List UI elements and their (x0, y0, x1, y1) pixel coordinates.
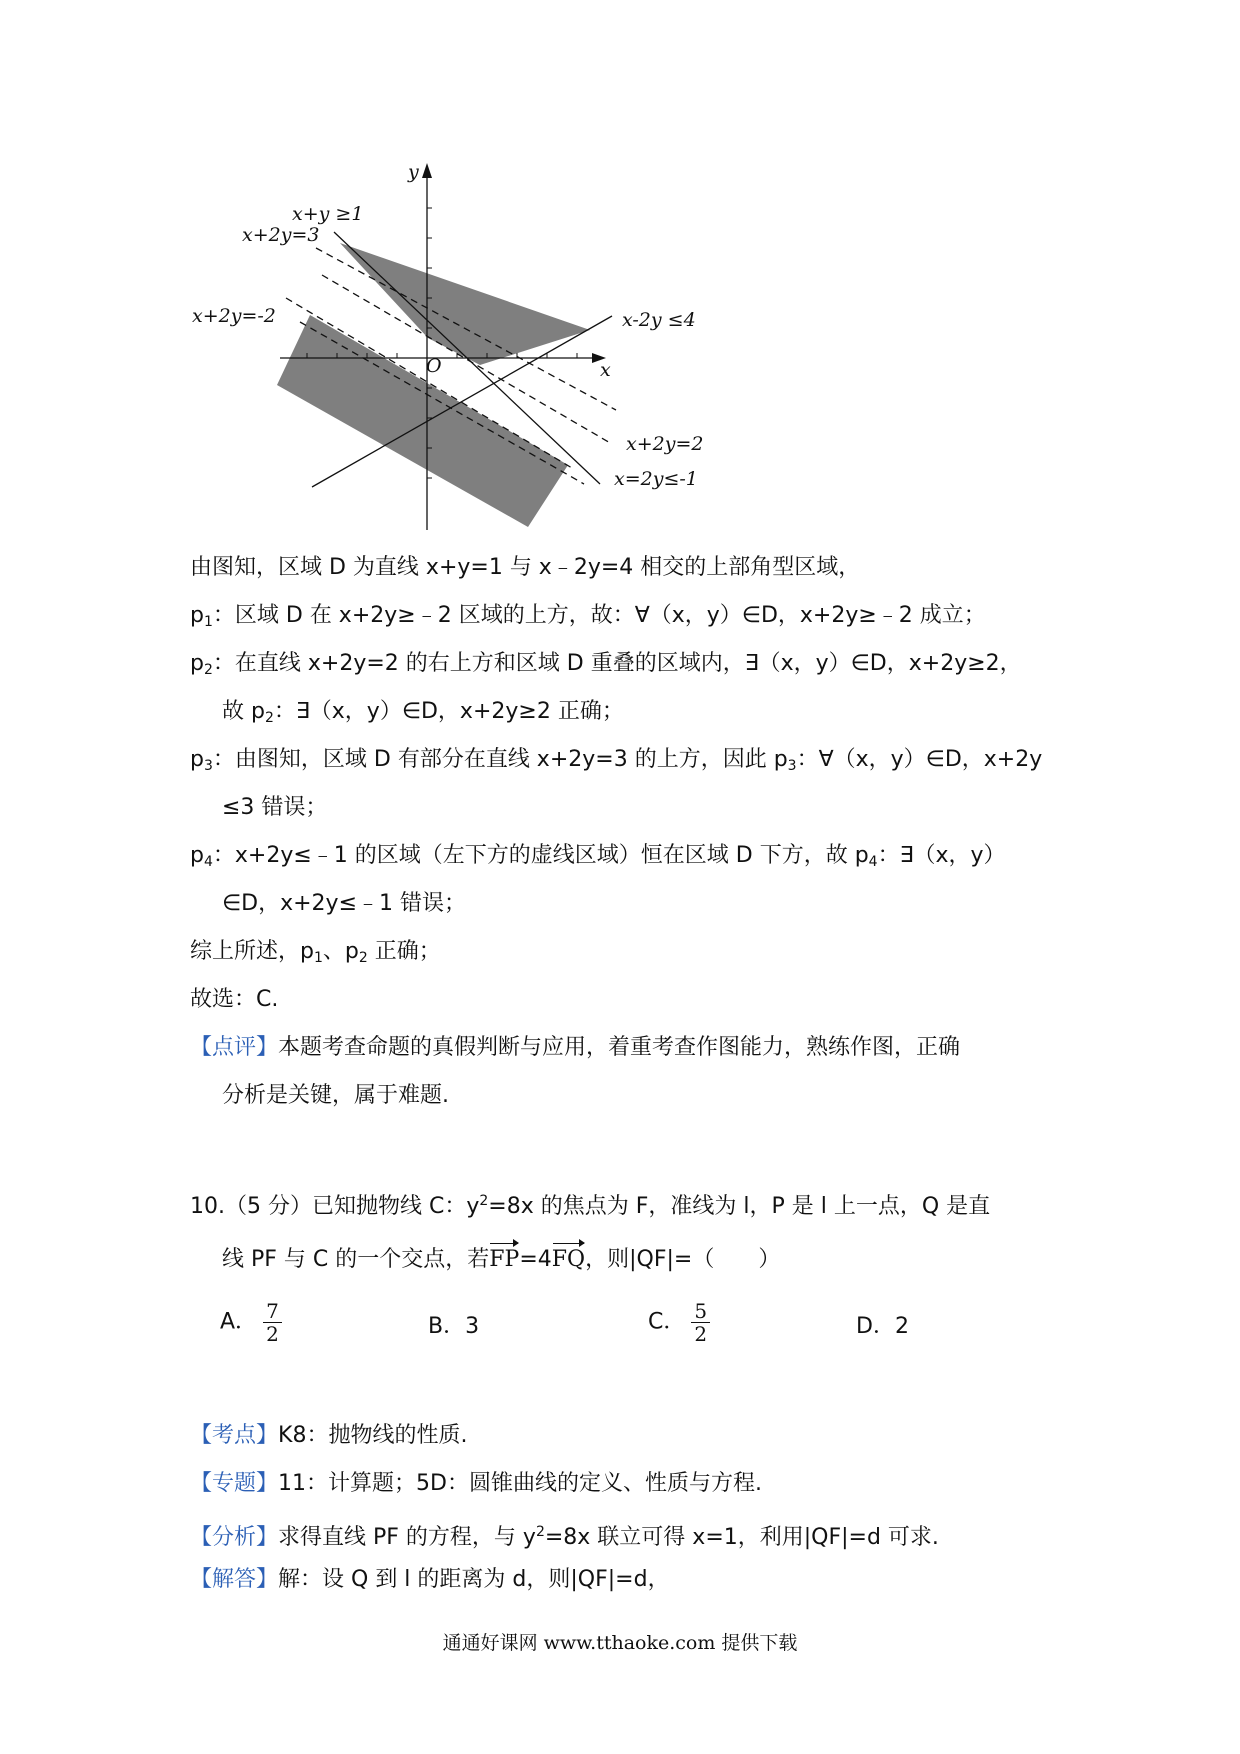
q10-stem-sup: 2 (479, 1193, 489, 1209)
fenxi-text-b: =8x 联立可得 x=1，利用|QF|=d 可求. (544, 1525, 939, 1550)
choice-c-numerator: 5 (691, 1300, 710, 1323)
region-d-upper (340, 243, 590, 365)
choice-d (856, 1312, 909, 1342)
p1-text: ：区域 D 在 x+2y≥﹣2 区域的上方，故：∀（x，y）∈D，x+2y≥﹣2 成立； (212, 603, 986, 628)
label-x-plus-2y-eq-2: x+2y=2 (626, 433, 704, 455)
label-x-plus-2y-eq-3: x+2y=3 (242, 224, 320, 246)
fenxi-tag: 【分析】 (190, 1525, 279, 1550)
p4-label: p (190, 843, 204, 868)
p3-cont-text: ≤3 错误； (222, 795, 328, 820)
answer-line (190, 985, 278, 1015)
label-x-minus-2y-le-4: x-2y ≤4 (622, 309, 696, 331)
choice-a (220, 1300, 282, 1345)
origin-label: O (426, 355, 442, 377)
q10-stem-a: 10.（5 分）已知抛物线 C：y (190, 1194, 480, 1219)
comment-line (190, 1033, 960, 1063)
p2-label: p (190, 651, 204, 676)
p2-continuation (222, 697, 624, 733)
p2-subscript: 2 (203, 662, 213, 678)
p2-statement (190, 649, 1022, 685)
p4-continuation (222, 889, 466, 919)
choice-a-numerator: 7 (263, 1300, 282, 1323)
p4-cont-text: ∈D，x+2y≤﹣1 错误； (222, 891, 466, 916)
zhuanti-line (190, 1469, 762, 1499)
summary-line (190, 937, 441, 973)
kaodian-text: K8：抛物线的性质. (278, 1423, 468, 1448)
p4-statement (190, 841, 1006, 877)
summary-sub1: 1 (313, 950, 323, 966)
label-x-plus-y-ge-1: x+y ≥1 (292, 203, 364, 225)
choice-a-fraction (263, 1300, 282, 1345)
choice-c (648, 1300, 710, 1345)
p2-text: ：在直线 x+2y=2 的右上方和区域 D 重叠的区域内，∃（x，y）∈D，x+2y≥2， (212, 651, 1022, 676)
p4-inline-subscript: 4 (868, 854, 878, 870)
p4-text-b: ：∃（x，y） (877, 843, 1006, 868)
zhuanti-tag: 【专题】 (190, 1471, 279, 1496)
fenxi-line (190, 1517, 939, 1553)
comment-tag: 【点评】 (190, 1035, 279, 1060)
p1-statement (190, 601, 986, 637)
p2-cont-text-b: ：∃（x，y）∈D，x+2y≥2 正确； (273, 699, 624, 724)
choice-a-label: A． (220, 1309, 258, 1335)
q10-stem-b: =8x 的焦点为 F，准线为 l，P 是 l 上一点，Q 是直 (488, 1194, 991, 1219)
summary-text-c: 正确； (367, 939, 441, 964)
label-x-plus-2y-eq-neg2: x+2y=-2 (192, 305, 276, 327)
p3-statement (190, 745, 1042, 781)
choice-b (428, 1312, 479, 1342)
summary-text-b: 、p (322, 939, 359, 964)
comment-cont-text: 分析是关键，属于难题. (222, 1083, 449, 1108)
comment-text: 本题考查命题的真假判断与应用，着重考查作图能力，熟练作图，正确 (278, 1035, 961, 1060)
q10-stem2-eq: =4 (519, 1247, 552, 1272)
p1-subscript: 1 (203, 614, 213, 630)
p3-continuation (222, 793, 327, 823)
label-x-eq-2y-le-neg1: x=2y≤-1 (614, 468, 698, 490)
jieda-tag: 【解答】 (190, 1567, 279, 1592)
p4-text: ：x+2y≤﹣1 的区域（左下方的虚线区域）恒在区域 D 下方，故 p (212, 843, 869, 868)
solution-text: 由图知，区域 D 为直线 x+y=1 与 x﹣2y=4 相交的上部角型区域， (190, 555, 861, 580)
y-axis-arrow (422, 163, 432, 178)
zhuanti-text: 11：计算题；5D：圆锥曲线的定义、性质与方程. (278, 1471, 762, 1496)
solution-line-1 (190, 553, 860, 583)
p3-inline-subscript: 3 (787, 758, 797, 774)
question-10-stem (190, 1186, 990, 1222)
axis-label-y: y (408, 161, 419, 183)
kaodian-tag: 【考点】 (190, 1423, 279, 1448)
comment-continuation (222, 1081, 449, 1111)
choice-b-text: B．3 (428, 1314, 480, 1339)
kaodian-line (190, 1421, 467, 1451)
question-10-stem-2 (222, 1245, 780, 1275)
vector-fp: FP (489, 1245, 519, 1275)
p4-subscript: 4 (203, 854, 213, 870)
q10-stem2-b: ，则|QF|=（ ） (585, 1247, 781, 1272)
vector-fq: FQ (552, 1245, 585, 1275)
summary-text-a: 综上所述，p (190, 939, 314, 964)
choice-c-fraction (691, 1300, 710, 1345)
axis-label-x: x (600, 359, 611, 381)
jieda-line (190, 1565, 670, 1595)
choice-d-text: D．2 (856, 1314, 909, 1339)
p3-label: p (190, 747, 204, 772)
p3-text: ：由图知，区域 D 有部分在直线 x+2y=3 的上方，因此 p (212, 747, 788, 772)
p3-subscript: 3 (203, 758, 213, 774)
p1-label: p (190, 603, 204, 628)
fenxi-text-a: 求得直线 PF 的方程，与 y (278, 1525, 536, 1550)
p2-cont-text: 故 p (222, 699, 265, 724)
fenxi-sup: 2 (535, 1524, 545, 1540)
choice-c-label: C． (648, 1309, 686, 1335)
summary-sub2: 2 (358, 950, 368, 966)
choice-a-denominator: 2 (266, 1322, 279, 1346)
region-figure (0, 0, 1240, 540)
footer-text: 通通好课网 www.tthaoke.com 提供下载 (442, 1632, 798, 1654)
q10-stem2-a: 线 PF 与 C 的一个交点，若 (222, 1247, 490, 1272)
answer-text: 故选：C. (190, 987, 279, 1012)
page-footer (0, 1628, 1240, 1655)
p3-text-b: ：∀（x，y）∈D，x+2y (796, 747, 1043, 772)
p2-cont-subscript: 2 (264, 710, 274, 726)
jieda-text: 解：设 Q 到 l 的距离为 d，则|QF|=d， (278, 1567, 670, 1592)
choice-c-denominator: 2 (694, 1322, 708, 1346)
